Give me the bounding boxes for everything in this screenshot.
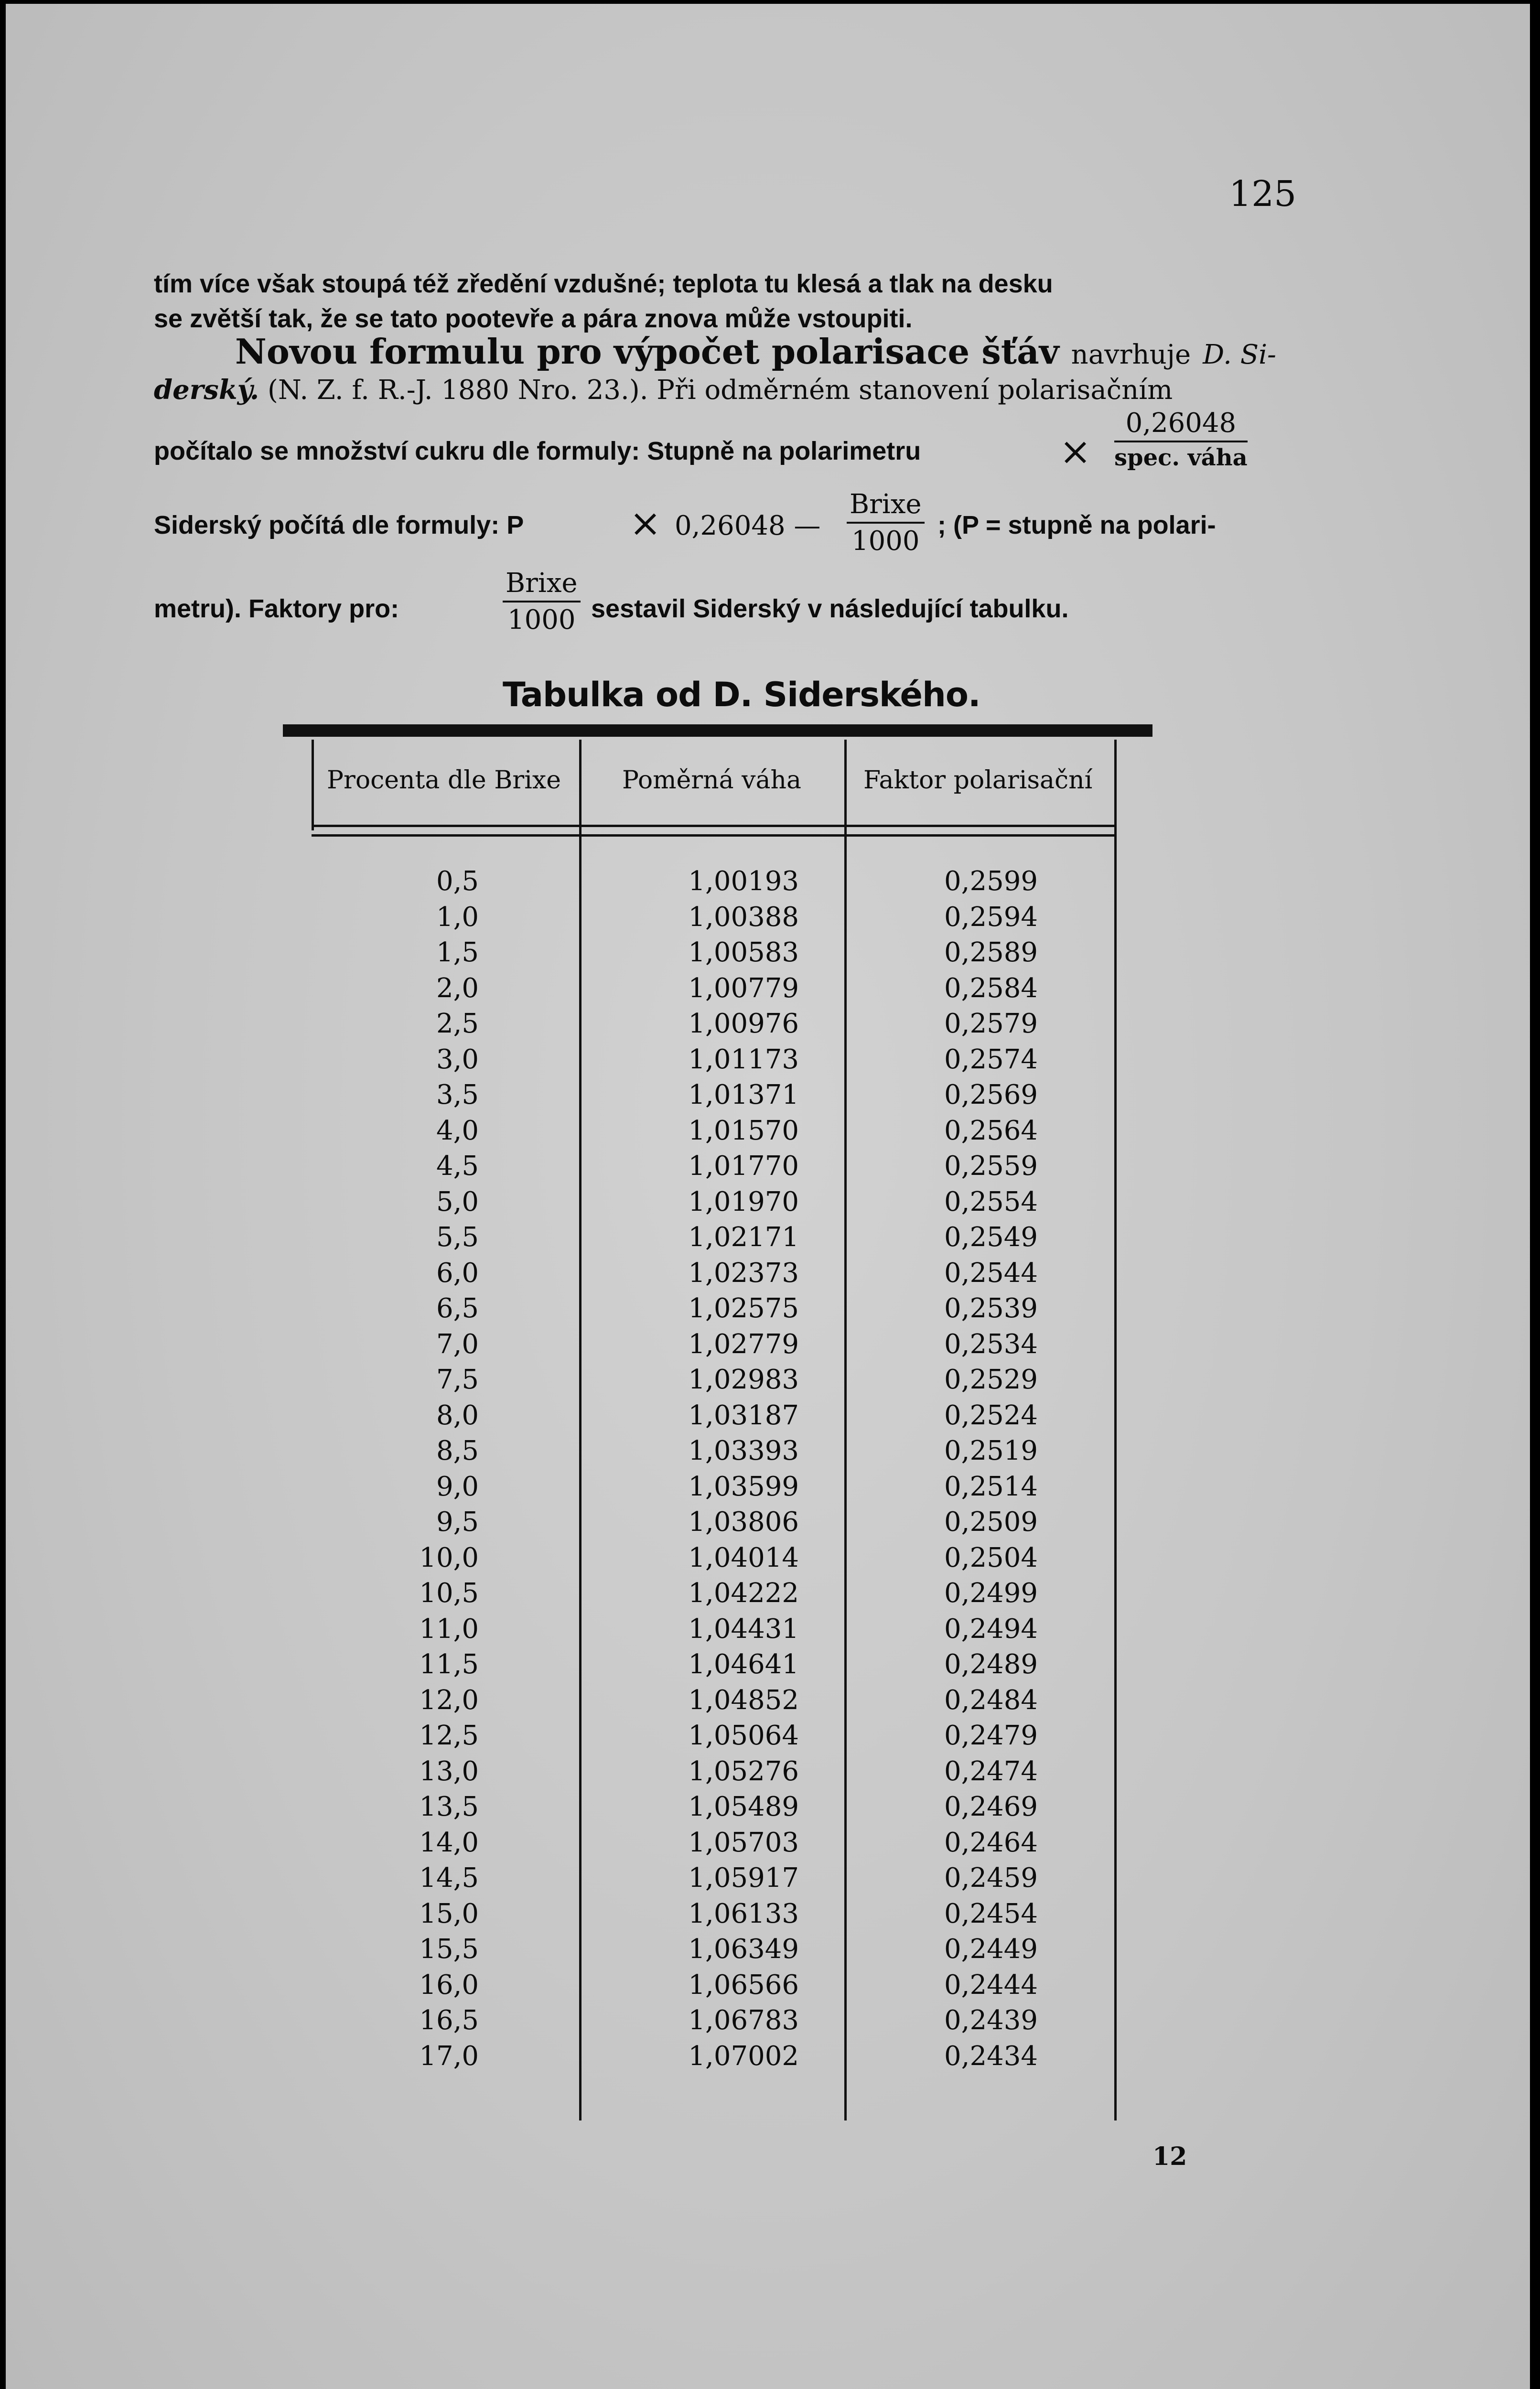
table-cell: 8,5: [436, 1435, 479, 1466]
column-header-brix: Procenta dle Brixe: [327, 766, 561, 795]
fraction-2: [847, 489, 925, 557]
table-cell: 0,2529: [944, 1364, 1038, 1395]
table-cell: 0,2554: [944, 1186, 1038, 1217]
table-cell: 1,04014: [688, 1542, 799, 1573]
table-cell: 7,5: [436, 1364, 479, 1395]
table-cell: 6,0: [436, 1257, 479, 1289]
table-cell: 2,0: [436, 972, 479, 1004]
table-cell: 1,06133: [688, 1898, 799, 1929]
table-cell: 16,0: [419, 1969, 479, 2001]
table-cell: 0,2449: [944, 1934, 1038, 1965]
section-heading: [235, 331, 1276, 372]
table-cell: 1,02373: [688, 1257, 799, 1289]
table-top-rule: [283, 724, 1152, 737]
table-cell: 0,2519: [944, 1435, 1038, 1466]
table-cell: 11,0: [419, 1613, 479, 1645]
paragraph2-line4-end: ; (P = stupně na polari-: [937, 511, 1216, 539]
column-header-weight: Poměrná váha: [622, 766, 802, 795]
table-cell: 1,00779: [688, 972, 799, 1004]
paragraph1-line2: se zvětší tak, že se tato pootevře a pára znova může vstoupiti.: [154, 304, 913, 333]
table-cell: 1,02171: [688, 1222, 799, 1253]
table-cell: 1,00976: [688, 1008, 799, 1039]
table-border-left: [312, 740, 314, 830]
table-cell: 0,2479: [944, 1720, 1038, 1751]
table-cell: 1,00583: [688, 937, 799, 968]
table-cell: 1,01770: [688, 1151, 799, 1182]
table-cell: 1,00193: [688, 866, 799, 897]
table-divider-2: [844, 740, 847, 2120]
fraction-2-denominator: 1000: [851, 526, 920, 557]
column-brix-values: [359, 864, 479, 2074]
table-cell: 0,2544: [944, 1257, 1038, 1289]
table-cell: 3,0: [436, 1044, 479, 1075]
table-cell: 4,0: [436, 1115, 479, 1146]
table-cell: 5,5: [436, 1222, 479, 1253]
table-cell: 0,2599: [944, 866, 1038, 897]
table-cell: 0,2504: [944, 1542, 1038, 1573]
table-cell: 0,2509: [944, 1507, 1038, 1538]
table-cell: 15,0: [419, 1898, 479, 1929]
table-cell: 1,01970: [688, 1186, 799, 1217]
paragraph2-line2: [154, 374, 1173, 406]
table-border-right: [1114, 740, 1117, 2120]
table-header-rule-1: [312, 825, 1117, 827]
fraction-1-denominator: spec. váha: [1114, 444, 1248, 471]
signature-mark: 12: [1152, 2142, 1187, 2171]
table-cell: 14,0: [419, 1827, 479, 1858]
table-divider-1: [579, 740, 582, 2120]
table-cell: 1,04431: [688, 1613, 799, 1645]
paragraph2-line4-start: Siderský počítá dle formuly: P: [154, 511, 524, 539]
table-cell: 0,2459: [944, 1862, 1038, 1894]
paragraph2-line3: [154, 436, 921, 466]
table-cell: 0,2559: [944, 1151, 1038, 1182]
paragraph2-line4-value: 0,26048 —: [675, 510, 821, 541]
table-cell: 9,0: [436, 1471, 479, 1502]
table-cell: 15,5: [419, 1934, 479, 1965]
table-cell: 0,2454: [944, 1898, 1038, 1929]
table-cell: 1,05703: [688, 1827, 799, 1858]
table-cell: 0,2594: [944, 901, 1038, 933]
table-cell: 1,02983: [688, 1364, 799, 1395]
table-cell: 0,2514: [944, 1471, 1038, 1502]
table-cell: 1,0: [436, 901, 479, 933]
times-sign-2: ×: [629, 501, 662, 545]
table-cell: 1,05489: [688, 1791, 799, 1822]
table-cell: 0,2579: [944, 1008, 1038, 1039]
table-cell: 1,06349: [688, 1934, 799, 1965]
table-cell: 0,2474: [944, 1755, 1038, 1787]
table-cell: 0,2489: [944, 1649, 1038, 1680]
fraction-3-denominator: 1000: [507, 604, 576, 635]
table-cell: 0,2469: [944, 1791, 1038, 1822]
table-cell: 12,0: [419, 1684, 479, 1716]
column-weight-values: [651, 864, 799, 2074]
table-cell: 11,5: [419, 1649, 479, 1680]
page: [6, 4, 1530, 2389]
table-cell: 17,0: [419, 2040, 479, 2072]
column-header-factor: Faktor polarisační: [863, 766, 1093, 795]
table-cell: 0,2569: [944, 1079, 1038, 1110]
formula1-text: počítalo se množství cukru dle formuly: Stupně na polarimetru: [154, 437, 921, 465]
fraction-2-numerator: Brixe: [847, 489, 925, 524]
fraction-1-numerator: 0,26048: [1114, 408, 1248, 442]
table-cell: 0,2494: [944, 1613, 1038, 1645]
table-cell: 0,2434: [944, 2040, 1038, 2072]
table-cell: 6,5: [436, 1293, 479, 1324]
table-cell: 1,5: [436, 937, 479, 968]
table-cell: 1,03599: [688, 1471, 799, 1502]
table-cell: 13,5: [419, 1791, 479, 1822]
table-cell: 0,2539: [944, 1293, 1038, 1324]
table-cell: 9,5: [436, 1507, 479, 1538]
table-cell: 7,0: [436, 1328, 479, 1360]
table-cell: 0,2444: [944, 1969, 1038, 2001]
table-cell: 1,04222: [688, 1578, 799, 1609]
table-cell: 1,05064: [688, 1720, 799, 1751]
table-cell: 1,02779: [688, 1328, 799, 1360]
table-cell: 1,07002: [688, 2040, 799, 2072]
table-cell: 0,5: [436, 866, 479, 897]
table-cell: 2,5: [436, 1008, 479, 1039]
table-cell: 16,5: [419, 2005, 479, 2036]
author-name-continued: derský.: [154, 374, 259, 406]
table-title: Tabulka od D. Siderského.: [503, 675, 980, 714]
table-cell: 10,5: [419, 1578, 479, 1609]
table-cell: 1,03393: [688, 1435, 799, 1466]
paragraph2-line5-end: sestavil Siderský v následující tabulku.: [591, 594, 1069, 623]
table-cell: 0,2439: [944, 2005, 1038, 2036]
table-cell: 1,04641: [688, 1649, 799, 1680]
table-cell: 5,0: [436, 1186, 479, 1217]
table-cell: 0,2564: [944, 1115, 1038, 1146]
table-cell: 3,5: [436, 1079, 479, 1110]
table-cell: 0,2584: [944, 972, 1038, 1004]
table-header-rule-2: [312, 834, 1117, 837]
table-cell: 4,5: [436, 1151, 479, 1182]
heading-text: Novou formulu pro výpočet polarisace šťáv: [235, 331, 1059, 372]
table-cell: 1,05276: [688, 1755, 799, 1787]
table-cell: 1,06566: [688, 1969, 799, 2001]
table-cell: 1,04852: [688, 1684, 799, 1716]
table-cell: 1,06783: [688, 2005, 799, 2036]
table-cell: 0,2524: [944, 1399, 1038, 1431]
column-factor-values: [923, 864, 1038, 2074]
fraction-3: [503, 568, 581, 635]
table-cell: 12,5: [419, 1720, 479, 1751]
times-sign-1: ×: [1059, 429, 1092, 473]
table-cell: 0,2589: [944, 937, 1038, 968]
table-cell: 0,2484: [944, 1684, 1038, 1716]
fraction-1: [1114, 408, 1248, 471]
table-cell: 1,02575: [688, 1293, 799, 1324]
table-cell: 1,03187: [688, 1399, 799, 1431]
table-cell: 0,2499: [944, 1578, 1038, 1609]
table-cell: 10,0: [419, 1542, 479, 1573]
table-cell: 1,03806: [688, 1507, 799, 1538]
table-cell: 8,0: [436, 1399, 479, 1431]
table-cell: 1,01570: [688, 1115, 799, 1146]
table-cell: 0,2549: [944, 1222, 1038, 1253]
table-cell: 0,2574: [944, 1044, 1038, 1075]
author-name: D. Si-: [1203, 339, 1276, 370]
page-number: 125: [1229, 173, 1297, 215]
table-cell: 13,0: [419, 1755, 479, 1787]
paragraph1-line1: tím více však stoupá též zředění vzdušné; teplota tu klesá a tlak na desku: [154, 269, 1053, 298]
fraction-3-numerator: Brixe: [503, 568, 581, 603]
paragraph2-line5-start: metru). Faktory pro:: [154, 594, 399, 623]
table-cell: 0,2534: [944, 1328, 1038, 1360]
table-cell: 1,01173: [688, 1044, 799, 1075]
table-cell: 1,00388: [688, 901, 799, 933]
table-cell: 0,2464: [944, 1827, 1038, 1858]
citation-text: (N. Z. f. R.-J. 1880 Nro. 23.). Při odměrném stanovení polarisačním: [268, 375, 1173, 406]
table-cell: 1,05917: [688, 1862, 799, 1894]
table-cell: 14,5: [419, 1862, 479, 1894]
heading-tail: navrhuje: [1071, 339, 1191, 370]
table-cell: 1,01371: [688, 1079, 799, 1110]
